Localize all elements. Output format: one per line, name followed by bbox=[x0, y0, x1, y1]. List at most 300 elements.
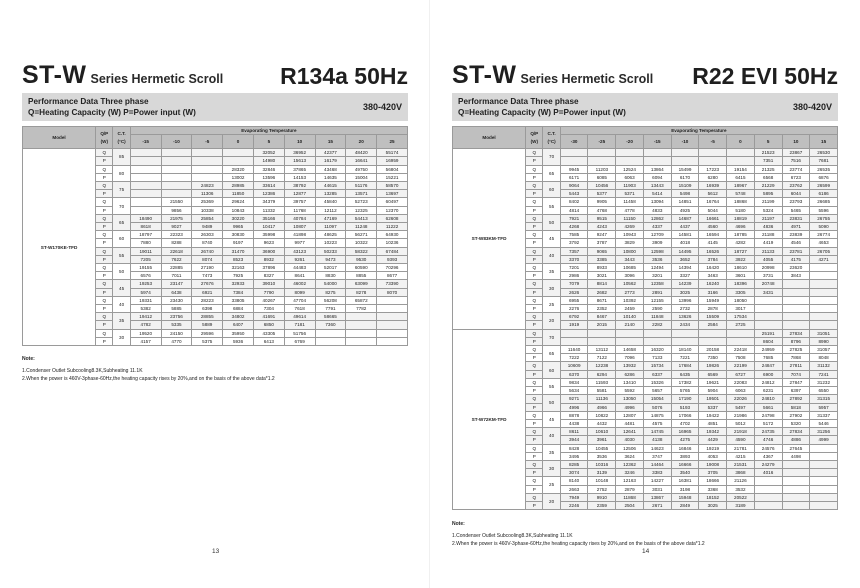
value-cell: 5044 bbox=[699, 206, 727, 214]
value-cell: 14239 bbox=[671, 280, 699, 288]
ct-cell: 65 bbox=[543, 346, 560, 362]
value-cell: 2663 bbox=[560, 485, 588, 493]
value-cell bbox=[782, 321, 810, 329]
value-cell: 6085 bbox=[588, 173, 616, 181]
value-cell: 23430 bbox=[161, 296, 192, 304]
value-cell: 8048 bbox=[810, 354, 838, 362]
value-cell: 7508 bbox=[727, 354, 755, 362]
value-cell: 4145 bbox=[699, 239, 727, 247]
value-cell: 3305 bbox=[727, 288, 755, 296]
value-cell bbox=[782, 305, 810, 313]
value-cell: 7949 bbox=[560, 493, 588, 501]
value-cell: 4851 bbox=[699, 419, 727, 427]
value-cell: 5974 bbox=[130, 288, 161, 296]
qp-cell: P bbox=[96, 321, 113, 329]
value-cell: 17190 bbox=[671, 395, 699, 403]
value-cell: 4778 bbox=[616, 206, 644, 214]
value-cell: 2682 bbox=[588, 288, 616, 296]
qp-cell: P bbox=[96, 206, 113, 214]
value-cell bbox=[130, 157, 161, 165]
value-cell: 9977 bbox=[284, 239, 315, 247]
value-cell: 19621 bbox=[699, 378, 727, 386]
value-cell: 18140 bbox=[671, 346, 699, 354]
value-cell: 13112 bbox=[588, 346, 616, 354]
ct-cell: 25 bbox=[543, 477, 560, 493]
qp-cell: Q bbox=[96, 296, 113, 304]
value-cell: 5320 bbox=[782, 419, 810, 427]
value-cell bbox=[346, 313, 377, 321]
value-cell: 40784 bbox=[284, 214, 315, 222]
value-cell: 9905 bbox=[588, 198, 616, 206]
value-cell: 62608 bbox=[377, 214, 408, 222]
value-cell: 20158 bbox=[699, 346, 727, 354]
qp-cell: P bbox=[96, 288, 113, 296]
value-cell: 22323 bbox=[161, 231, 192, 239]
value-cell: 23793 bbox=[782, 198, 810, 206]
value-cell: 3829 bbox=[616, 239, 644, 247]
value-cell: 4269 bbox=[616, 223, 644, 231]
value-cell: 9261 bbox=[284, 255, 315, 263]
value-cell: 27811 bbox=[782, 362, 810, 370]
qp-cell: Q bbox=[526, 296, 543, 304]
value-cell: 11848 bbox=[643, 313, 671, 321]
value-cell: 11850 bbox=[223, 190, 254, 198]
value-cell: 8467 bbox=[588, 313, 616, 321]
right-info-bar bbox=[452, 93, 838, 121]
value-cell: 5889 bbox=[192, 321, 223, 329]
value-cell: 7079 bbox=[560, 280, 588, 288]
qp-cell: P bbox=[526, 206, 543, 214]
value-cell: 10609 bbox=[560, 362, 588, 370]
value-cell: 8878 bbox=[560, 411, 588, 419]
value-cell: 3246 bbox=[616, 469, 644, 477]
value-cell: 16320 bbox=[643, 346, 671, 354]
value-cell: 17382 bbox=[671, 378, 699, 386]
value-cell: 21188 bbox=[754, 231, 782, 239]
value-cell: 24823 bbox=[192, 182, 223, 190]
value-cell: 21918 bbox=[727, 428, 755, 436]
value-cell: 36952 bbox=[284, 149, 315, 157]
temp-column-header: 0 bbox=[727, 135, 755, 149]
value-cell: 5765 bbox=[671, 387, 699, 395]
value-cell: 3383 bbox=[643, 469, 671, 477]
qp-cell: P bbox=[96, 255, 113, 263]
value-cell: 21133 bbox=[754, 247, 782, 255]
value-cell bbox=[130, 149, 161, 157]
value-cell: 24798 bbox=[754, 411, 782, 419]
value-cell: 7782 bbox=[346, 305, 377, 313]
value-cell bbox=[810, 485, 838, 493]
qp-cell: P bbox=[526, 337, 543, 345]
value-cell: 25369 bbox=[192, 198, 223, 206]
value-cell: 41691 bbox=[253, 313, 284, 321]
value-cell: 9247 bbox=[588, 231, 616, 239]
value-cell bbox=[671, 329, 699, 337]
value-cell: 6438 bbox=[161, 288, 192, 296]
qp-column-header: Q/P (W) bbox=[96, 127, 113, 149]
value-cell: 4782 bbox=[130, 321, 161, 329]
qp-cell: Q bbox=[96, 264, 113, 272]
temp-column-header: 5 bbox=[253, 135, 284, 149]
value-cell bbox=[782, 501, 810, 509]
value-cell: 3601 bbox=[727, 272, 755, 280]
value-cell: 27847 bbox=[782, 378, 810, 386]
ct-cell: 50 bbox=[543, 214, 560, 230]
value-cell: 28223 bbox=[192, 296, 223, 304]
value-cell: 6550 bbox=[810, 387, 838, 395]
value-cell: 16939 bbox=[699, 182, 727, 190]
value-cell: 11593 bbox=[588, 378, 616, 386]
value-cell: 5581 bbox=[588, 387, 616, 395]
value-cell: 27892 bbox=[782, 395, 810, 403]
value-cell: 3944 bbox=[560, 436, 588, 444]
value-cell: 8140 bbox=[560, 477, 588, 485]
value-cell: 4971 bbox=[782, 223, 810, 231]
value-cell: 12362 bbox=[616, 460, 644, 468]
qp-cell: P bbox=[526, 419, 543, 427]
value-cell: 5657 bbox=[643, 387, 671, 395]
value-cell bbox=[810, 452, 838, 460]
value-cell: 1919 bbox=[560, 321, 588, 329]
value-cell: 3370 bbox=[560, 255, 588, 263]
value-cell: 10417 bbox=[253, 223, 284, 231]
value-cell: 12494 bbox=[643, 264, 671, 272]
value-cell bbox=[377, 313, 408, 321]
value-cell bbox=[616, 157, 644, 165]
value-cell bbox=[192, 165, 223, 173]
value-cell: 20998 bbox=[754, 264, 782, 272]
value-cell: 22618 bbox=[161, 247, 192, 255]
value-cell: 11150 bbox=[616, 214, 644, 222]
value-cell: 2459 bbox=[616, 305, 644, 313]
value-cell bbox=[810, 321, 838, 329]
value-cell: 58570 bbox=[377, 182, 408, 190]
qp-cell: P bbox=[526, 255, 543, 263]
value-cell: 3198 bbox=[671, 485, 699, 493]
value-cell bbox=[161, 165, 192, 173]
value-cell: 13285 bbox=[315, 190, 346, 198]
value-cell: 6231 bbox=[754, 387, 782, 395]
value-cell: 7516 bbox=[782, 157, 810, 165]
table-row bbox=[453, 329, 838, 337]
value-cell: 4138 bbox=[643, 436, 671, 444]
value-cell: 3189 bbox=[727, 501, 755, 509]
value-cell bbox=[377, 296, 408, 304]
value-cell: 13571 bbox=[346, 190, 377, 198]
value-cell: 4030 bbox=[616, 436, 644, 444]
value-cell: 3536 bbox=[643, 255, 671, 263]
value-cell: 8074 bbox=[192, 255, 223, 263]
value-cell: 4966 bbox=[588, 403, 616, 411]
value-cell: 44615 bbox=[315, 182, 346, 190]
value-cell: 4243 bbox=[588, 223, 616, 231]
value-cell: 4215 bbox=[727, 452, 755, 460]
value-cell: 6170 bbox=[671, 173, 699, 181]
value-cell: 7868 bbox=[782, 354, 810, 362]
value-cell: 3017 bbox=[727, 305, 755, 313]
value-cell: 30830 bbox=[223, 231, 254, 239]
value-cell: 13443 bbox=[643, 182, 671, 190]
value-cell bbox=[782, 280, 810, 288]
value-cell: 52723 bbox=[346, 198, 377, 206]
value-cell: 26599 bbox=[810, 182, 838, 190]
ct-cell: 55 bbox=[113, 247, 130, 263]
value-cell: 6568 bbox=[754, 173, 782, 181]
value-cell: 7122 bbox=[588, 354, 616, 362]
performance-label: Performance Data Three phase bbox=[458, 97, 579, 106]
series-subtitle: Series Hermetic Scroll bbox=[520, 72, 654, 86]
value-cell: 21325 bbox=[754, 165, 782, 173]
qp-cell: Q bbox=[96, 165, 113, 173]
value-cell: 26530 bbox=[810, 149, 838, 157]
ct-cell: 55 bbox=[543, 378, 560, 394]
value-cell: 6955 bbox=[560, 296, 588, 304]
value-cell: 16641 bbox=[346, 157, 377, 165]
value-cell: 20748 bbox=[754, 280, 782, 288]
value-cell: 19520 bbox=[130, 329, 161, 337]
value-cell: 27190 bbox=[192, 264, 223, 272]
qp-cell: P bbox=[526, 354, 543, 362]
ct-cell: 60 bbox=[113, 231, 130, 247]
qp-cell: Q bbox=[96, 280, 113, 288]
value-cell: 22199 bbox=[727, 362, 755, 370]
value-cell: 18050 bbox=[727, 296, 755, 304]
value-cell: 9473 bbox=[315, 255, 346, 263]
qp-cell: P bbox=[96, 190, 113, 198]
value-cell: 16965 bbox=[671, 428, 699, 436]
value-cell: 19253 bbox=[130, 280, 161, 288]
value-cell: 8288 bbox=[161, 239, 192, 247]
value-cell: 7473 bbox=[192, 272, 223, 280]
value-cell bbox=[810, 305, 838, 313]
value-cell: 73390 bbox=[377, 280, 408, 288]
value-cell: 3747 bbox=[643, 452, 671, 460]
ct-cell: 35 bbox=[543, 264, 560, 280]
value-cell: 2752 bbox=[588, 485, 616, 493]
value-cell: 6337 bbox=[643, 370, 671, 378]
value-cell: 19155 bbox=[130, 264, 161, 272]
value-cell: 10822 bbox=[588, 411, 616, 419]
value-cell: 18785 bbox=[727, 231, 755, 239]
value-cell bbox=[161, 190, 192, 198]
qp-cell: P bbox=[526, 469, 543, 477]
value-cell: 23831 bbox=[782, 214, 810, 222]
model-name-cell: ST-W72KM-TFD bbox=[453, 329, 526, 509]
value-cell: 48420 bbox=[346, 149, 377, 157]
value-cell: 6435 bbox=[671, 370, 699, 378]
value-cell: 9489 bbox=[192, 223, 223, 231]
value-cell: 27645 bbox=[782, 444, 810, 452]
value-cell: 45840 bbox=[315, 198, 346, 206]
value-cell: 5498 bbox=[671, 190, 699, 198]
value-cell: 5172 bbox=[754, 419, 782, 427]
note-title: Note: bbox=[452, 521, 465, 527]
value-cell: 3893 bbox=[671, 452, 699, 460]
value-cell: 2352 bbox=[588, 305, 616, 313]
value-cell: 16661 bbox=[699, 214, 727, 222]
performance-table bbox=[22, 126, 408, 346]
value-cell: 14464 bbox=[643, 460, 671, 468]
value-cell: 58665 bbox=[315, 313, 346, 321]
value-cell: 4018 bbox=[671, 239, 699, 247]
value-cell: 6044 bbox=[782, 190, 810, 198]
value-cell: 14687 bbox=[671, 214, 699, 222]
value-cell: 3463 bbox=[699, 272, 727, 280]
value-cell: 10610 bbox=[588, 428, 616, 436]
value-cell: 9393 bbox=[377, 255, 408, 263]
value-cell: 7222 bbox=[560, 354, 588, 362]
value-cell: 11903 bbox=[616, 182, 644, 190]
value-cell: 10843 bbox=[223, 206, 254, 214]
qp-cell: P bbox=[96, 223, 113, 231]
value-cell: 12709 bbox=[643, 231, 671, 239]
value-cell: 12641 bbox=[616, 428, 644, 436]
value-cell bbox=[130, 173, 161, 181]
value-cell: 13410 bbox=[616, 378, 644, 386]
value-cell: 2891 bbox=[643, 288, 671, 296]
value-cell: 3327 bbox=[671, 272, 699, 280]
value-cell: 18797 bbox=[130, 231, 161, 239]
value-cell: 16420 bbox=[699, 264, 727, 272]
qp-cell: Q bbox=[526, 460, 543, 468]
value-cell: 8604 bbox=[754, 337, 782, 345]
value-cell: 16846 bbox=[671, 444, 699, 452]
qp-legend: Q=Heating Capacity (W) P=Power input (W) bbox=[458, 108, 626, 117]
ct-cell: 60 bbox=[543, 182, 560, 198]
value-cell: 2671 bbox=[643, 501, 671, 509]
value-cell: 3843 bbox=[782, 272, 810, 280]
value-cell: 6398 bbox=[192, 305, 223, 313]
value-cell bbox=[810, 272, 838, 280]
value-cell: 4696 bbox=[727, 223, 755, 231]
value-cell bbox=[782, 288, 810, 296]
value-cell bbox=[810, 313, 838, 321]
value-cell: 4429 bbox=[699, 436, 727, 444]
value-cell: 7357 bbox=[560, 247, 588, 255]
value-cell: 2849 bbox=[671, 501, 699, 509]
value-cell: 22083 bbox=[727, 378, 755, 386]
value-cell: 12807 bbox=[616, 411, 644, 419]
value-cell bbox=[588, 337, 616, 345]
value-cell: 7685 bbox=[754, 354, 782, 362]
value-cell: 3431 bbox=[754, 288, 782, 296]
value-cell: 6576 bbox=[130, 272, 161, 280]
value-cell: 3443 bbox=[616, 255, 644, 263]
model-column-header: Model bbox=[23, 127, 96, 149]
temp-column-header: -25 bbox=[588, 135, 616, 149]
value-cell: 39010 bbox=[253, 280, 284, 288]
value-cell: 47704 bbox=[284, 296, 315, 304]
ct-cell: 80 bbox=[113, 165, 130, 181]
value-cell: 3031 bbox=[643, 485, 671, 493]
value-cell: 3074 bbox=[560, 469, 588, 477]
value-cell: 13932 bbox=[616, 362, 644, 370]
ct-cell: 25 bbox=[543, 296, 560, 312]
value-cell: 5443 bbox=[560, 190, 588, 198]
value-cell: 12325 bbox=[346, 206, 377, 214]
value-cell: 27902 bbox=[782, 411, 810, 419]
value-cell: 18666 bbox=[699, 477, 727, 485]
value-cell: 5895 bbox=[754, 190, 782, 198]
value-cell: 26755 bbox=[810, 214, 838, 222]
value-cell: 4271 bbox=[810, 255, 838, 263]
value-cell: 3792 bbox=[560, 239, 588, 247]
qp-cell: P bbox=[96, 239, 113, 247]
value-cell bbox=[588, 157, 616, 165]
value-cell: 10455 bbox=[588, 444, 616, 452]
model-column-header: Model bbox=[453, 127, 526, 149]
value-cell bbox=[130, 198, 161, 206]
value-cell: 3868 bbox=[727, 469, 755, 477]
value-cell: 27825 bbox=[782, 346, 810, 354]
value-cell: 12506 bbox=[616, 444, 644, 452]
value-cell: 35950 bbox=[223, 329, 254, 337]
value-cell: 23147 bbox=[161, 280, 192, 288]
value-cell: 27834 bbox=[782, 329, 810, 337]
value-cell: 31051 bbox=[810, 329, 838, 337]
temp-column-header: 25 bbox=[377, 135, 408, 149]
value-cell: 5957 bbox=[810, 403, 838, 411]
value-cell: 6850 bbox=[253, 321, 284, 329]
qp-cell: Q bbox=[526, 428, 543, 436]
value-cell: 18490 bbox=[130, 214, 161, 222]
value-cell: 18610 bbox=[727, 264, 755, 272]
value-cell: 5748 bbox=[727, 190, 755, 198]
value-cell: 6900 bbox=[754, 370, 782, 378]
value-cell: 3025 bbox=[671, 288, 699, 296]
note-2: 2.When the power is 460V-3phase-60Hz,the heating capacity rises by 20%,and on the basis of the above data*1.2 bbox=[452, 541, 705, 547]
value-cell: 25854 bbox=[192, 214, 223, 222]
value-cell: 4770 bbox=[161, 337, 192, 345]
value-cell: 2140 bbox=[616, 321, 644, 329]
value-cell: 2878 bbox=[699, 305, 727, 313]
value-cell: 23839 bbox=[782, 231, 810, 239]
value-cell: 8796 bbox=[782, 337, 810, 345]
value-cell: 11332 bbox=[253, 206, 284, 214]
value-cell bbox=[560, 157, 588, 165]
value-cell: 7221 bbox=[671, 354, 699, 362]
value-cell bbox=[223, 149, 254, 157]
value-cell: 26774 bbox=[810, 231, 838, 239]
left-series-title bbox=[22, 61, 223, 90]
value-cell: 18152 bbox=[699, 493, 727, 501]
value-cell: 19331 bbox=[130, 296, 161, 304]
value-cell bbox=[727, 157, 755, 165]
value-cell: 49750 bbox=[346, 165, 377, 173]
model-name-cell: ST-W83KM-TFD bbox=[453, 149, 526, 329]
value-cell: 13697 bbox=[377, 190, 408, 198]
value-cell: 8285 bbox=[560, 460, 588, 468]
temp-column-header: 15 bbox=[810, 135, 838, 149]
value-cell: 13626 bbox=[671, 313, 699, 321]
value-cell bbox=[782, 460, 810, 468]
qp-cell: P bbox=[526, 223, 543, 231]
value-cell bbox=[727, 149, 755, 157]
voltage-label: 380-420V bbox=[362, 102, 402, 112]
value-cell: 21986 bbox=[727, 411, 755, 419]
value-cell: 7241 bbox=[810, 370, 838, 378]
qp-cell: P bbox=[526, 501, 543, 509]
value-cell: 16764 bbox=[699, 198, 727, 206]
qp-cell: Q bbox=[96, 182, 113, 190]
temp-column-header: 0 bbox=[223, 135, 254, 149]
value-cell: 4996 bbox=[560, 403, 588, 411]
value-cell: 7096 bbox=[616, 354, 644, 362]
value-cell: 14980 bbox=[253, 157, 284, 165]
value-cell: 11640 bbox=[560, 346, 588, 354]
value-cell: 51176 bbox=[346, 182, 377, 190]
value-cell: 4702 bbox=[671, 419, 699, 427]
